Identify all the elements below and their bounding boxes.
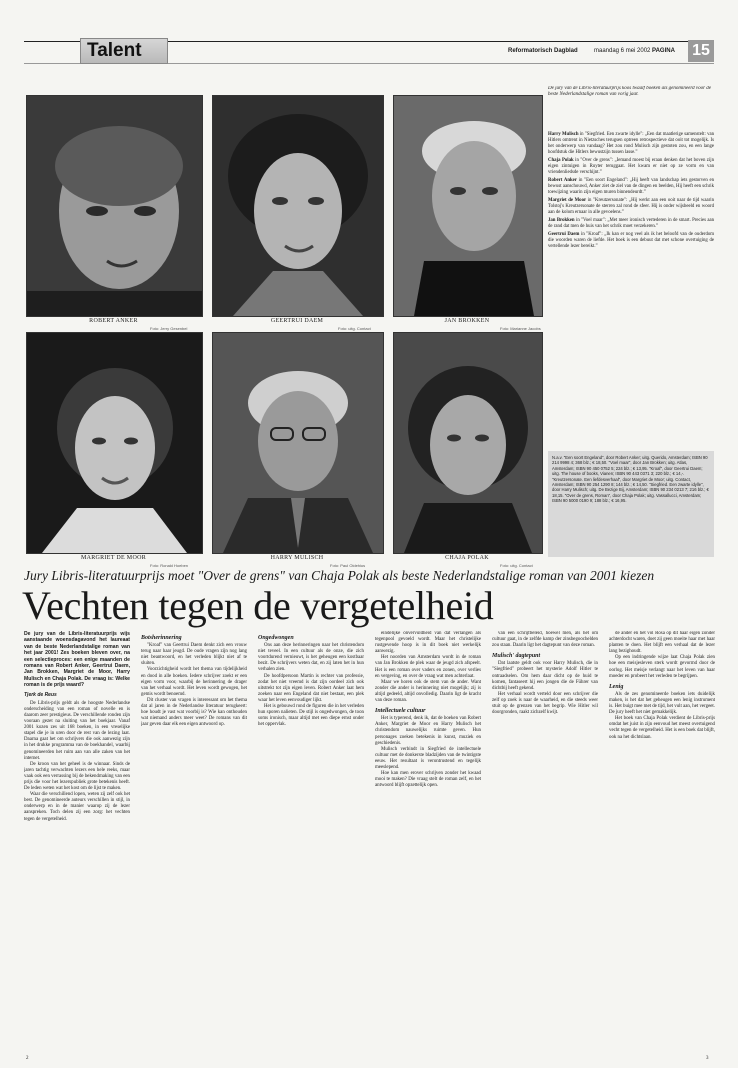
paragraph: Waar die verschillend lopen, weten zij zelf ook het best. De genomineerde auteurs verschillen in stijl, in onderwerp en in de manier waarop zij de lezer aanspreken. Toch delen zij een zorg: het vechten tegen de vergetelheid. <box>24 792 130 822</box>
paragraph: eindelijke onvervuldheid van dat verlangen als tegenpool gevoeld wordt. Maar het christelijke rustgevende hoop is in dit boek niet werkelijk aanwezig. <box>375 631 481 655</box>
subheading: Ongedwongen <box>258 635 294 641</box>
article-column <box>258 631 364 1051</box>
paragraph: Ons aan deze herinneringen naar het christendom niet teveel. In een cultuur als de onze, die zich voortdurend vernieuwt, is het geheugen een kostbaar bezit. De schrijvers weten dat, en zij laten het in hun verhalen zien. <box>258 643 364 673</box>
portrait-image <box>394 333 542 553</box>
paragraph: Het is typerend, denk ik, dat de boeken van Robert Anker, Margriet de Moor en Harry Mulisch het christendom nauwelijks ruimte geven. Hun personages zoeken betekenis in kunst, muziek en geschiedenis. <box>375 716 481 746</box>
date-text: maandag 6 mei 2002 <box>594 48 651 54</box>
paragraph: Maar we horen ook de stem van de ander. Want zonder die ander is herinnering niet mogelijk; zij is altijd gedeeld, altijd onvolledig. Daarin ligt de kracht van deze roman. <box>375 679 481 704</box>
page-number: 15 <box>688 40 714 62</box>
photo-caption: MARGRIET DE MOOR <box>80 555 147 561</box>
sidebar-entry <box>548 198 714 216</box>
photo-geertrui-daem <box>212 95 384 317</box>
paragraph: Hoe kan men erover schrijven zonder het kwaad mooi te maken? Die vraag stelt de roman zelf, en het antwoord blijft opzettelijk open. <box>375 771 481 789</box>
paragraph: Als de zes genomineerde boeken iets duidelijk maken, is het dat het geheugen een lenig instrument is. Het buigt mee met de tijd, het vult aan, het vergeet. De jury heeft het niet gemakkelijk. <box>609 691 715 716</box>
sidebar-entry <box>548 218 714 230</box>
article-kicker: Jury Libris-literatuurprijs moet "Over de grens" van Chaja Polak als beste Nederlandstalige roman van 2001 kiezen <box>24 568 655 583</box>
photo-credit: Foto: Jerry Gesenbel <box>150 326 188 331</box>
article-headline: Vechten tegen de vergetelheid <box>22 583 494 628</box>
photo-caption: GEERTRUI DAEM <box>270 318 324 324</box>
subheading: Botsherinnering <box>141 635 182 641</box>
photo-harry-mulisch <box>212 332 384 554</box>
entry-text: in "Siegfried. Een zwarte idylle": „Een dat maatlerige samenstelt: van Hitlers omtrent in Nietzsches terugsen optreen retrospectieve dat ooit tot mogelijk. Is het onderwerp van vandaag? Het zou rond Mulisch zijn gestoten zou, en een lange hoofdstuk die Hitlers bewustzijn tussen lasse.” <box>548 132 714 156</box>
photo-robert-anker <box>26 95 203 317</box>
paragraph: Dit cluster van vragen is interessant om het thema dat al jaren in de Nederlandse literatuur terugkeert: hoe houdt je vast wat voorbij is? Wie kan onthouden wat niemand anders meer weet? De romans van dit jaar geven daar elk een eigen antwoord op. <box>141 697 247 728</box>
entry-text: in "Kreutzersonate": „Hij werkt aan een ooit naar de tijd waarin Tolstoj's Kreutzersonate de sterren zal rond de sfeer. Hij is onder wijsbeeld en woord aan de kolom ernaar in alle gevoelens.” <box>548 198 714 216</box>
photo-jan-brokken <box>393 95 543 317</box>
photo-credit: Foto: uitg. Contact <box>500 563 533 568</box>
article-column <box>375 631 481 1051</box>
photo-margriet-de-moor <box>26 332 203 554</box>
footer-mark-left: 2 <box>26 1056 29 1061</box>
article-author: Tjerk de Reus <box>24 691 57 698</box>
entry-name: Robert Anker <box>548 178 577 184</box>
article-column <box>492 631 598 1051</box>
article-lead: De jury van de Libris-literatuurprijs wijs aanstaande woensdagavond het laureaat van de beste Nederlandstalige roman van het jaar 2001! Zes boeken bleven over, na een selectieproces: een enige maanden de romans van Robert Anker, Geertrui Daem, Jan Brokken, Margriet de Moor, Harry Mulisch en Chaja Polak. De vraag is: Welke roman is de prijs waard? <box>24 631 130 689</box>
portrait-image <box>213 333 383 553</box>
paragraph: de ander en het vol Rosa op dit haar eigen zonder achterdocht waren, doet zij geen moeite haar met haar planten te doen. Het blijft een verhaal dat de lezer lang bezighoudt. <box>609 631 715 655</box>
paragraph: Het is gebouwd rond de figuren die in het verleden hun sporen nalieten. De stijl is ongedwongen, de toon soms ironisch, maar altijd met een diepe ernst onder het oppervlak. <box>258 704 364 728</box>
paragraph: De Libris-prijs geldt als de hoogste Nederlandse onderscheiding van een roman of novelle en is daarom zeer prestigieus. De verschillende ronden zijn vooraan gezet na sluiting van het boekjaar. Vanaf 2001 kozen zes uit 168 boeken, in een vreselijke stapel die je in uren door de rest van de lezing laat. Daarna gaat het om schrijvers die ook aanwezig zijn in het drukke programma van de boekhandel, waarbij genomineerden het ruim aan van alle zaken van het internet. <box>24 700 130 761</box>
paragraph: De hoofdpersoon Martin is rechter van professie, zodat het niet vreemd is dat zijn oordeel zich ook uitstrekt tot zijn eigen leven. Robert Anker laat hem zoeken naar een Engeland dat niet bestaat, een plek waar het leven eenvoudiger lijkt. <box>258 673 364 703</box>
subheading: Intellectuele cultuur <box>375 708 426 715</box>
entry-text: in "Een soort Engeland": „Hij heeft van landschap iets gestorven en bewust aanschouwd, Anker ziet de ziel van de dingen en beelden, Hij heeft een schrik toewijzing waarin zijn eigen muren binnendeurdt.” <box>548 178 714 196</box>
sidebar-entry <box>548 178 714 196</box>
page-label: PAGINA <box>652 48 675 54</box>
entry-name: Chaja Polak <box>548 158 574 164</box>
paragraph: De kroon van het geheel is de winnaar. Sinds de jaren tachtig verwachten lezers een hele reeks, maar vaak ook een verrassing bij de bekendmaking van een prijs die voor het lezerspubliek grote betekenis heeft. De leden weten wat het kost om de lijst te maken. <box>24 761 130 792</box>
entry-name: Harry Mulisch <box>548 132 579 138</box>
sidebar-entry <box>548 132 714 156</box>
sidebar-entry <box>548 232 714 250</box>
portrait-image <box>213 96 383 316</box>
photo-caption: ROBERT ANKER <box>89 318 138 324</box>
entry-text: in "Over de grens": „Iemand moest bij eraan denken dat het boven zijn eigen zintuigen in Ruyter teruggaat. Het kwam er niet op ze vorm en van vriendenliedsde verschijnt.” <box>548 158 714 176</box>
photo-caption: CHAJA POLAK <box>445 555 489 561</box>
article-column <box>609 631 715 1051</box>
paragraph: Het boek van Chaja Polak verdient de Libris-prijs omdat het juist in zijn eenvoud het meest overtuigend vecht tegen de vergetelheid. Het is een boek dat blijft, ook na het dichtslaan. <box>609 716 715 740</box>
publication-date <box>594 48 675 54</box>
subheading: Lenig <box>609 683 624 690</box>
book-info-box: N.a.v. "Een soort Engeland", door Robert Anker; uitg. Querido, Amsterdam; ISBN 90 214 9998 4; 368 blz.; € 18,50. "Voel maar", door Jan Brokken; uitg. Atlas, Amsterdam; ISBN 90 450 0752 5; 224 blz.; € 13,95. "Kroaf", door Geertrui Daem; uitg. The house of books, Vianen; ISBN 90 443 0371 3; 220 blz.; € 14,-. "Kreutzersonate. Een liefdesverhaal", door Margriet de Moor; uitg. Contact, Amsterdam; ISBN 90 254 1290 8; 144 blz.; € 14,50. "Siegfried. Een zwarte idylle", door Harry Mulisch; uitg. De Bezige Bij, Amsterdam; ISBN 90 234 0213 7; 216 blz.; € 18,15. "Over de grens, Roman", door Chaja Polak; uitg. Vassallucci, Amsterdam; ISBN 90 5000 0190 9; 188 blz.; € 16,95. <box>548 451 714 557</box>
paragraph: Mulisch verbindt in Siegfried de intellectuele cultuur met de donkerste bladzijden van de twintigste eeuw. Het resultaat is verontrustend en tegelijk meeslepend. <box>375 746 481 770</box>
paragraph: "Kroaf" van Geertrui Daem denkt zich een vrouw terug naar haar jeugd. De oude vragen zijn nog lang niet beantwoord, en het verleden blijkt niet af te sluiten. <box>141 643 247 667</box>
photo-credit: Foto: Marianne Jacobs <box>500 326 541 331</box>
sidebar-intro: De jury van de Libris-literatuurprijs koos twaalf boeken als genomineerd voor de beste Nederlandstalige roman van vorig jaar. <box>548 86 711 98</box>
portrait-image <box>27 333 202 553</box>
entry-text: in "Kroaf": „Ik kan er nog veel als ik het beloofd van de ouderdom die woorden waren de liefde. Het boek is een debuut dat met schone overtuiging de vertellende lezer bereikt.” <box>548 232 714 250</box>
paragraph: van een schrijfbeleid, hoewel men, als het om cultuur gaat, in de zelfde kamp der zinsbegoochelden zou staan. Daarin ligt het dagtepunt van deze roman. <box>492 631 598 649</box>
photo-credit: Foto: Ronald Hoeben <box>150 563 189 568</box>
photo-caption: JAN BROKKEN <box>444 318 490 324</box>
entry-name: Margriet de Moor <box>548 198 587 204</box>
entry-name: Geertrui Daem <box>548 232 580 238</box>
portrait-image <box>394 96 542 316</box>
sidebar-entry <box>548 158 714 176</box>
entry-name: Jan Brokken <box>548 218 575 224</box>
paragraph: Het verhaal wordt verteld door een schrijver die zelf op zoek is naar de waarheid, en die steeds weer stuit op de grenzen van het begrip. Wie Hitler wil doorgronden, raakt zichzelf kwijt. <box>492 691 598 716</box>
article-column <box>141 631 247 1051</box>
photo-caption: HARRY MULISCH <box>270 555 324 561</box>
photo-credit: Foto: Paul Oldehius <box>330 563 366 568</box>
portrait-image <box>27 96 202 316</box>
paragraph: Het noorden van Amsterdam wordt in de roman van Jan Brokken de plek waar de jeugd zich afspeelt. Het is een roman over vaders en zonen, over verlies en vergeving, en over de vraag wat men achterlaat. <box>375 655 481 679</box>
photo-credit: Foto: uitg. Contact <box>338 326 371 331</box>
publication-name: Reformatorisch Dagblad <box>508 48 578 54</box>
article-body <box>24 631 714 1051</box>
photo-chaja-polak <box>393 332 543 554</box>
subheading: Mulisch' dagtepunt <box>492 653 541 660</box>
paragraph: Voorzichtigheid wordt het thema van tijdelijkheid en dood in alle boeken. Iedere schrijver zoekt er een eigen vorm voor, waarbij de herinnering de drager van het verhaal wordt. Het leven wordt gewogen, het gemis wordt benoemd. <box>141 667 247 697</box>
paragraph: Op een indringende wijze laat Chaja Polak zien hoe een meisjesleven sterk wordt gevormd door de oorlog. Het meisje verlangt naar het leven van haar moeder en probeert het verleden te begrijpen. <box>609 655 715 679</box>
section-title: Talent <box>80 38 168 64</box>
entry-text: in "Voel maar": „Met meer ironisch vertederen in de smart. Precies aan de rand dat men de huis van het schrik moet verzekeren.” <box>548 218 714 230</box>
footer-mark-right: 3 <box>706 1056 709 1061</box>
paragraph: Dat laatste geldt ook voor Harry Mulisch, die in "Siegfried" probeert het mysterie Adolf Hitler te ontraadselen. Om hem daar dicht op de huid te komen, fantaseert hij een jongen die de Führer van dichtbij heeft gekend. <box>492 661 598 691</box>
article-column <box>24 631 130 1051</box>
